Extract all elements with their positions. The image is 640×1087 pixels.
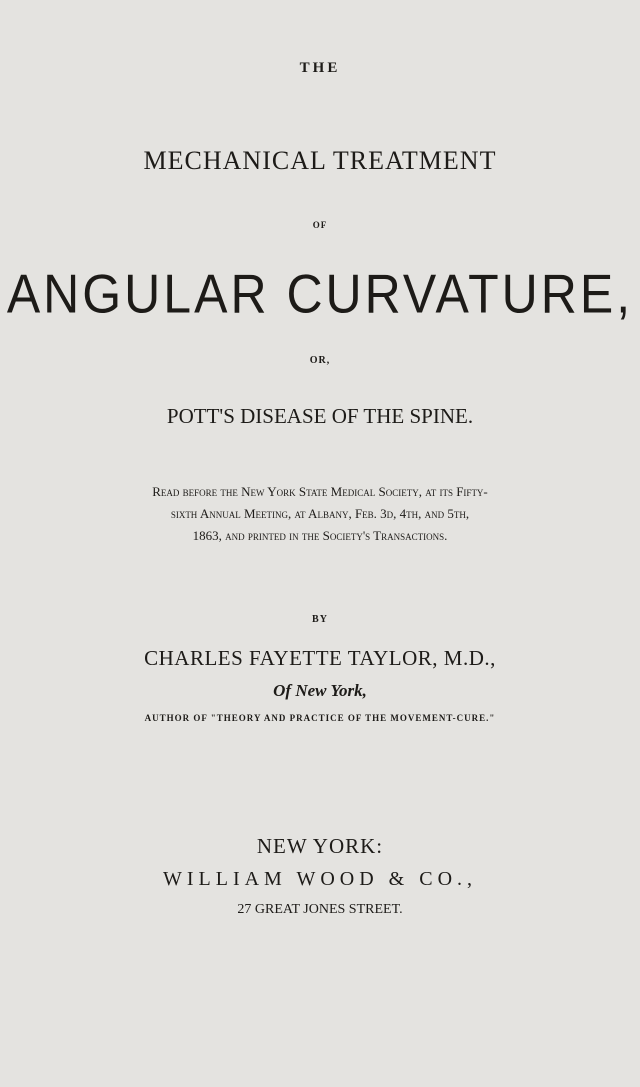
publisher-address: 27 GREAT JONES STREET. [237,902,403,917]
author-credit: AUTHOR OF "THEORY AND PRACTICE OF THE MOVEMENT-CURE." [144,713,496,723]
subtitle-potts-disease: POTT'S DISEASE OF THE SPINE. [166,404,474,428]
word-by: BY [312,614,328,625]
read-note-line-1: Read before the New York State Medical Society, at its Fifty- [152,484,488,499]
heading-the: THE [299,60,341,76]
title-mechanical-treatment: MECHANICAL TREATMENT [143,146,497,175]
title-angular-curvature: ANGULAR CURVATURE, [6,263,634,325]
read-note-line-2: sixth Annual Meeting, at Albany, Feb. 3d, 4th, and 5th, [170,506,470,521]
word-or: OR, [309,355,331,366]
author-name: CHARLES FAYETTE TAYLOR, M.D., [144,646,496,670]
read-note-line-3: 1863, and printed in the Society's Transactions. [192,528,448,543]
read-before-note [0,481,640,547]
publisher-name: WILLIAM WOOD & CO., [162,868,478,890]
word-of: OF [312,220,328,230]
author-location: Of New York, [273,681,367,700]
publication-city: NEW YORK: [256,834,384,858]
